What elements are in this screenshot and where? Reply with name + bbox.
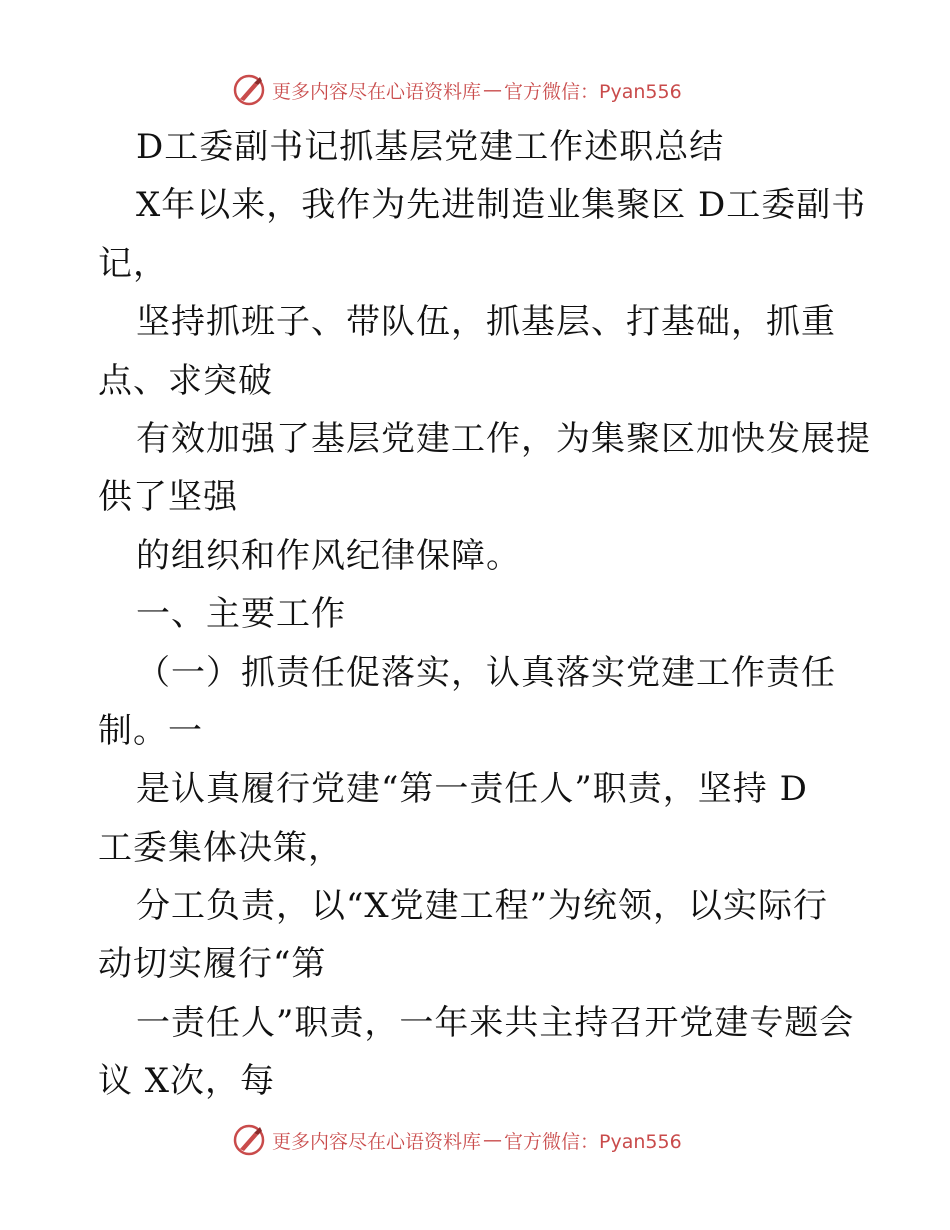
subsection-heading: （一）抓责任促落实，认真落实党建工作责任 (136, 652, 836, 693)
quill-pen-circle-icon (232, 73, 266, 107)
watermark-suffix: 官方微信：Pyan556 (504, 1130, 682, 1153)
doc-line: 工委集体决策， (98, 827, 343, 868)
doc-line: 坚持抓班子、带队伍，抓基层、打基础，抓重 (136, 302, 836, 343)
doc-line: 有效加强了基层党建工作，为集聚区加快发展提 (136, 418, 871, 459)
doc-line: 是认真履行党建“第一责任人”职责，坚持 D (136, 769, 808, 810)
doc-line: 一责任人”职责，一年来共主持召开党建专题会 (136, 1002, 855, 1043)
quill-pen-circle-icon (232, 1123, 266, 1157)
doc-line: 供了坚强 (98, 477, 238, 518)
doc-line: 记， (98, 243, 168, 284)
header-watermark (232, 72, 682, 108)
section-heading: 一、主要工作 (136, 594, 346, 635)
watermark-text: 更多内容尽在心语资料库 (272, 1130, 482, 1153)
watermark-suffix: 官方微信：Pyan556 (504, 80, 682, 103)
doc-line: X年以来，我作为先进制造业集聚区 D工委副书 (136, 185, 867, 226)
doc-line: 议 X次，每 (98, 1061, 276, 1102)
watermark-dash: — (483, 1129, 503, 1151)
footer-watermark (232, 1122, 682, 1158)
doc-line: 动切实履行“第 (98, 944, 327, 985)
doc-line: 分工负责，以“X党建工程”为统领，以实际行 (136, 886, 828, 927)
watermark-text: 更多内容尽在心语资料库 (272, 80, 482, 103)
watermark-dash: — (483, 79, 503, 101)
doc-line: 点、求突破 (98, 360, 273, 401)
document-body (98, 118, 871, 1111)
doc-line: 的组织和作风纪律保障。 (136, 535, 521, 576)
doc-line: 制。一 (98, 710, 203, 751)
doc-title: D工委副书记抓基层党建工作述职总结 (136, 127, 725, 167)
